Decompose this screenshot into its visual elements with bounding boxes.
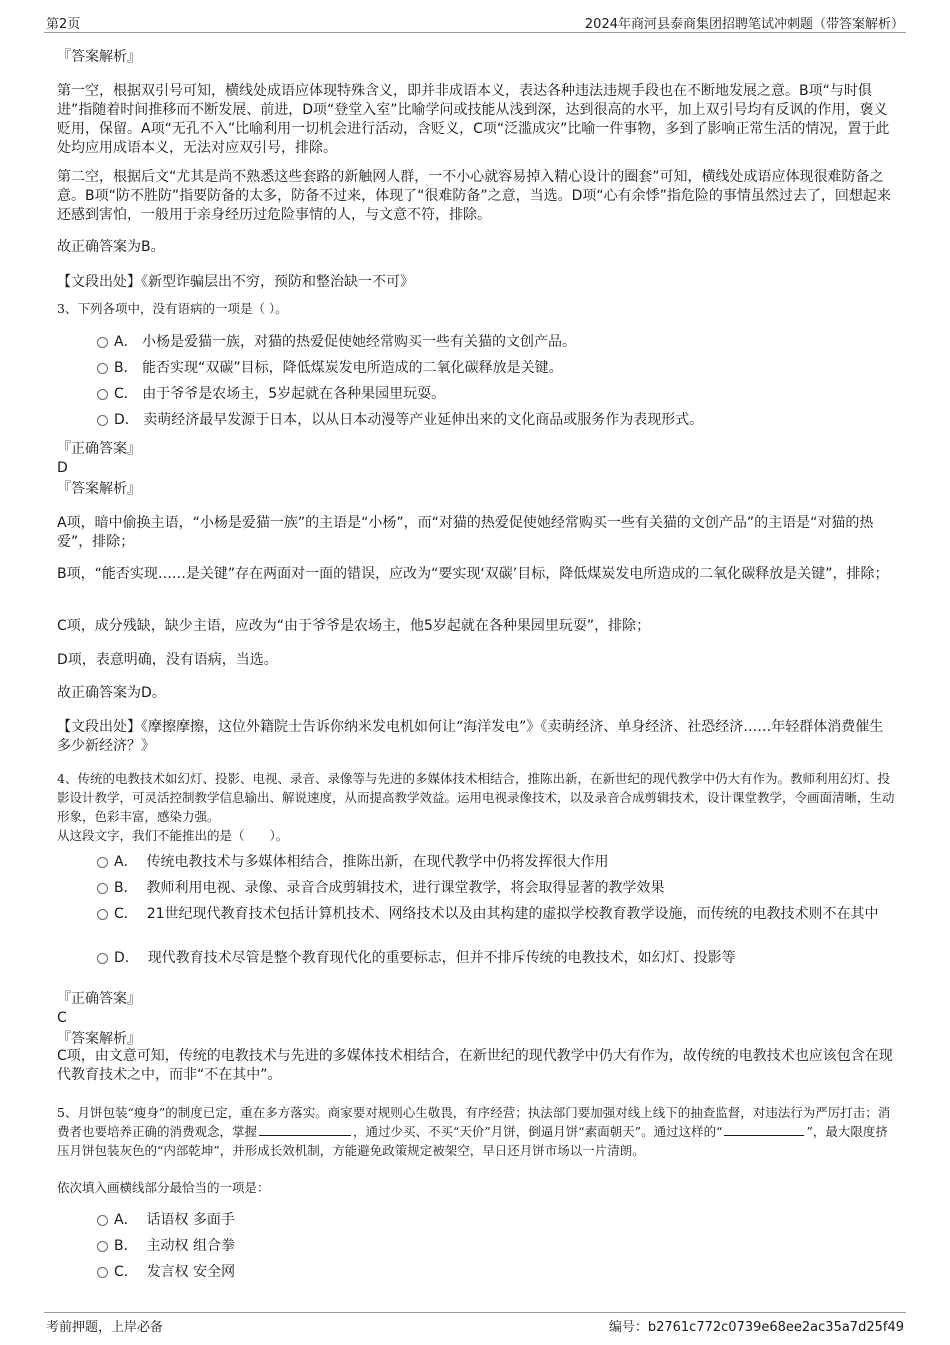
q4-analysis: C项，由文意可知，传统的电教技术与先进的多媒体技术相结合，在新世纪的现代教学中仍大有作为，故传统的电教技术也应该包含在现代教育技术之中，而非“不在其中”。 — [57, 1048, 893, 1083]
radio-icon[interactable] — [97, 363, 108, 374]
q3-source-title: 《摩擦摩擦，这位外籍院士告诉你纳米发电机如何让“海洋发电”》《卖萌经济、单身经济、社恐经济……年轻群体消费催生多少新经济？》 — [57, 719, 884, 754]
q3-analysis-tag: 『答案解析』 — [57, 481, 141, 497]
q4-stem: 4、传统的电教技术如幻灯、投影、电视、录音、录像等与先进的多媒体技术相结合，推陈出新，在新世纪的现代教学中仍大有作为。教师利用幻灯、投影设计教学，可灵活控制教学信息输出、解说速度，从而提高教学效益。运用电视录像技术，以及录音合成剪辑技术，设计课堂教学，令画面清晰，生动形象，色彩丰富，感染力强。 — [57, 771, 895, 824]
q5-stem-part1: 5、月饼包装“瘦身”的制度已定，重在多方落实。商家要对规则心生敬畏，有序经营；执法部门要加强对线上线下的抽查监督，对违法行为严厉打击；消费者也要培养正确的消费观念，掌握 — [57, 1105, 891, 1139]
option-text: 现代教育技术尽管是整个教育现代化的重要标志，但并不排斥传统的电教技术，如幻灯、投影等 — [147, 950, 736, 966]
radio-icon[interactable] — [97, 337, 108, 348]
q3-conclusion: 故正确答案为D。 — [57, 685, 166, 701]
option-letter: A． — [114, 334, 138, 350]
option-letter: D． — [114, 950, 139, 966]
option-letter: B． — [114, 360, 138, 376]
q5-stem — [57, 1103, 895, 1160]
footer-serial: 编号：b2761c772c0739e68ee2ac35a7d25f49 — [608, 1320, 904, 1335]
radio-icon[interactable] — [97, 909, 108, 920]
option-letter: C． — [114, 1264, 138, 1280]
page-header — [44, 10, 906, 33]
q2-conclusion: 故正确答案为B。 — [57, 239, 165, 255]
q2-analysis-tag: 『答案解析』 — [57, 49, 141, 65]
q2-source-title: 《新型诈骗层出不穷，预防和整治缺一不可》 — [141, 274, 414, 290]
radio-icon[interactable] — [97, 953, 108, 964]
option-text: 主动权 组合拳 — [146, 1238, 235, 1254]
option-text: 教师利用电视、录像、录音合成剪辑技术，进行课堂教学，将会取得显著的教学效果 — [146, 880, 665, 896]
q2-analysis-para2: 第二空，根据后文“尤其是尚不熟悉这些套路的新触网人群，一不小心就容易掉入精心设计的圈套”可知，横线处成语应体现很难防备之意。B项“防不胜防”指要防备的太多，防备不过来，体现了“很难防备”之意，当选。D项“心有余悸”指危险的事情虽然过去了，回想起来还感到害怕，一般用于亲身经历过危险事情的人，与文意不符，排除。 — [57, 169, 891, 223]
q3-source-label: 【文段出处】 — [57, 719, 141, 735]
q5-option-b[interactable] — [97, 1235, 887, 1257]
q3-analysis-b: B项，“能否实现……是关键”存在两面对一面的错误，应改为“要实现‘双碳’目标，降低煤炭发电所造成的二氧化碳释放是关键”，排除； — [57, 566, 889, 582]
radio-icon[interactable] — [97, 389, 108, 400]
radio-icon[interactable] — [97, 1241, 108, 1252]
q2-source-label: 【文段出处】 — [57, 274, 141, 290]
q3-source — [57, 718, 895, 756]
q3-answer-tag: 『正确答案』 — [57, 441, 141, 457]
q4-answer-tag: 『正确答案』 — [57, 991, 141, 1007]
q4-answer: C — [57, 1010, 67, 1026]
radio-icon[interactable] — [97, 883, 108, 894]
q3-analysis-a: A项，暗中偷换主语，“小杨是爱猫一族”的主语是“小杨”，而“对猫的热爱促使她经常购买一些有关猫的文创产品”的主语是“对猫的热爱”，排除； — [57, 515, 874, 550]
option-letter: A． — [114, 854, 138, 870]
q3-answer: D — [57, 460, 68, 476]
radio-icon[interactable] — [97, 857, 108, 868]
radio-icon[interactable] — [97, 415, 108, 426]
option-text: 21世纪现代教育技术包括计算机技术、网络技术以及由其构建的虚拟学校教育教学设施，而传统的电教技术则不在其中 — [146, 906, 879, 922]
q4-analysis-tag: 『答案解析』 — [57, 1031, 141, 1047]
option-letter: C． — [114, 386, 138, 402]
q5-stem-part2: ，通过少买、不买“天价”月饼，倒逼月饼“素面朝天”。通过这样的“ — [353, 1124, 723, 1139]
q5-blank-2 — [724, 1134, 804, 1136]
radio-icon[interactable] — [97, 1267, 108, 1278]
option-text: 由于爷爷是农场主，5岁起就在各种果园里玩耍。 — [142, 386, 446, 402]
q5-option-c[interactable] — [97, 1261, 887, 1283]
q4-prompt: 从这段文字，我们不能推出的是（ ）。 — [57, 828, 289, 843]
q5-stem-part3: ”，最大限度挤压月饼包装灰色的“内部乾坤”，并形成长效机制，方能避免政策规定被架空，早日还月饼市场以一片清朗。 — [57, 1124, 888, 1158]
q4-option-a[interactable] — [97, 851, 887, 873]
option-text: 小杨是爱猫一族，对猫的热爱促使她经常购买一些有关猫的文创产品。 — [142, 334, 577, 350]
q3-option-a[interactable] — [97, 331, 887, 353]
option-text: 卖萌经济最早发源于日本，以从日本动漫等产业延伸出来的文化商品或服务作为表现形式。 — [143, 412, 704, 428]
q5-blank-1 — [259, 1134, 351, 1136]
option-letter: B． — [114, 1238, 138, 1254]
q3-stem: 3、下列各项中，没有语病的一项是（ ）。 — [57, 301, 288, 316]
q3-option-b[interactable] — [97, 357, 887, 379]
option-text: 传统电教技术与多媒体相结合，推陈出新，在现代教学中仍将发挥很大作用 — [146, 854, 609, 870]
footer-slogan: 考前押题，上岸必备 — [46, 1320, 164, 1335]
option-letter: A． — [114, 1212, 138, 1228]
q3-analysis-d: D项，表意明确，没有语病，当选。 — [57, 652, 278, 668]
q3-option-d[interactable] — [97, 409, 887, 431]
q4-option-b[interactable] — [97, 877, 887, 899]
radio-icon[interactable] — [97, 1215, 108, 1226]
document-title: 2024年商河县泰商集团招聘笔试冲刺题（带答案解析） — [584, 17, 904, 32]
option-text: 能否实现“双碳”目标，降低煤炭发电所造成的二氧化碳释放是关键。 — [142, 360, 563, 376]
q5-option-a[interactable] — [97, 1209, 887, 1231]
option-letter: D． — [114, 412, 139, 428]
q2-source — [57, 273, 895, 292]
q4-option-c[interactable] — [97, 903, 887, 925]
page-number: 第2页 — [46, 17, 81, 32]
q2-analysis-para1: 第一空，根据双引号可知，横线处成语应体现特殊含义，即并非成语本义，表达各种违法违规手段也在不断地发展之意。B项“与时俱进”指随着时间推移而不断发展、前进，D项“登堂入室”比喻学问或技能从浅到深，达到很高的水平，加上双引号均有反讽的作用，褒义贬用，保留。A项“无孔不入”比喻利用一切机会进行活动，含贬义，C项“泛滥成灾”比喻一件事物，多到了影响正常生活的情况，置于此处均应用成语本义，无法对应双引号，排除。 — [57, 83, 890, 156]
q4-option-d[interactable] — [97, 947, 887, 969]
option-letter: C． — [114, 906, 138, 922]
q5-prompt: 依次填入画横线部分最恰当的一项是： — [57, 1180, 270, 1195]
option-text: 话语权 多面手 — [146, 1212, 235, 1228]
q3-analysis-c: C项，成分残缺，缺少主语，应改为“由于爷爷是农场主，他5岁起就在各种果园里玩耍”，排除； — [57, 618, 651, 634]
option-letter: B． — [114, 880, 138, 896]
page-footer — [44, 1312, 906, 1335]
q3-option-c[interactable] — [97, 383, 887, 405]
option-text: 发言权 安全网 — [146, 1264, 236, 1280]
